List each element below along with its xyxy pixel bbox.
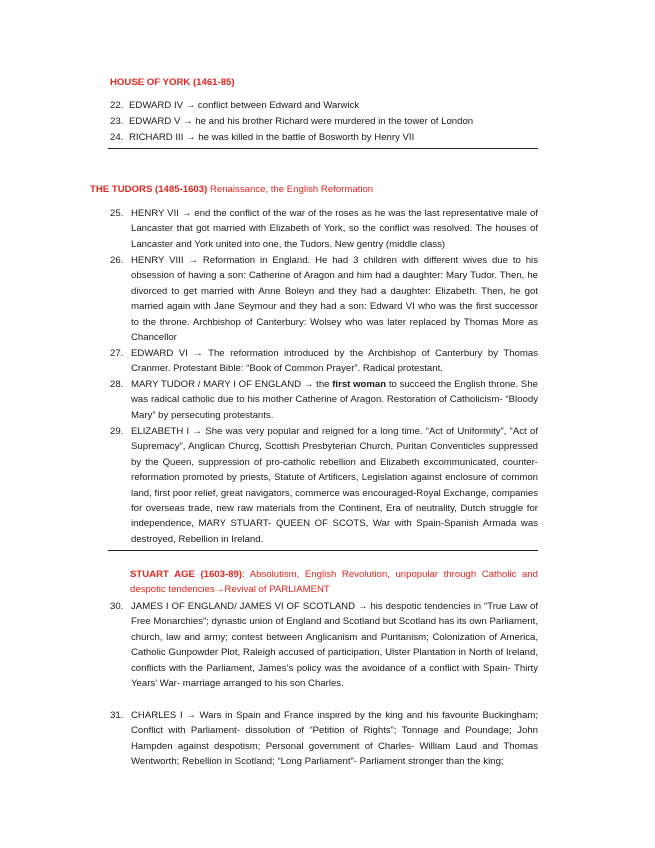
item-number: 31.	[110, 710, 124, 721]
item-number: 29.	[110, 426, 124, 437]
section-divider	[108, 148, 538, 149]
item-number: 30.	[110, 601, 124, 612]
item-number: 28.	[110, 379, 124, 390]
list-item	[110, 424, 538, 547]
list-item	[110, 708, 538, 770]
item-text: HENRY VIII → Reformation in England. He had 3 children with different wives due to his obsession of having a son: Catherine of Aragon and him had a daughter: Mary Tudor. Then, he divorced to get married with Anne Boleyn and they had a daughter: Elizabeth. Then, he got married again with Jane Seymour and they had a son: Edward VI who was the first successor to the throne. Archbishop of Canterbury: Wolsey who was later replaced by Thomas More as Chancellor	[131, 255, 538, 344]
item-text: MARY TUDOR / MARY I OF ENGLAND → the first woman to succeed the English throne. She was radical catholic due to his mother Catherine of Aragon. Restoration of Catholicism- “Bloody Mary” by persecuting protestants.	[131, 379, 538, 421]
item-text: ELIZABETH I → She was very popular and reigned for a long time. “Act of Uniformity”, “Act of Supremacy”, Anglican Churcg, Scottish Presbyterian Church, Puritan Conventicles suppressed by the Queen, suppression of pro-catholic rebellion and Elizabeth excommunicated, counter-reformation promoted by priests, Statute of Artificers, Legislation against enclosure of common land, first poor relief, great navigators, commerce was encouraged-Royal Exchange, companies for overseas trade, new raw materials from the Continent, Era of neutrality, Dutch struggle for independence, MARY STUART- QUEEN OF SCOTS, War with Spain-Spanish Armada was destroyed, Rebellion in Ireland.	[131, 426, 538, 545]
item-number: 24.	[110, 132, 124, 143]
section-divider	[108, 550, 538, 551]
item-text: EDWARD V → he and his brother Richard were murdered in the tower of London	[129, 116, 474, 127]
tudors-heading: THE TUDORS (1485-1603) Renaissance, the English Reformation	[90, 184, 374, 195]
emphasis-text: first woman	[332, 379, 387, 390]
list-item	[110, 377, 538, 423]
item-text: EDWARD VI → The reformation introduced by the Archbishop of Canterbury by Thomas Cranmer. Protestant Bible: “Book of Common Prayer”. Radical protestant.	[131, 348, 538, 375]
item-text: HENRY VII → end the conflict of the war of the roses as he was the last representative male of Lancaster that got married with Elizabeth of York, so the conflict was resolved. The houses of Lancaster and York united into one, the Tudors. New gentry (middle class)	[131, 208, 538, 250]
list-item	[110, 114, 540, 129]
list-item	[110, 130, 540, 145]
stuart-heading: STUART AGE (1603-89): Absolutism, English Revolution, unpopular through Catholic and despotic tendencies→Revival of PARLIAMENT	[130, 569, 538, 596]
list-item	[110, 599, 538, 691]
item-number: 22.	[110, 100, 124, 111]
item-text: RICHARD III → he was killed in the battle of Bosworth by Henry VII	[129, 132, 415, 143]
york-heading: HOUSE OF YORK (1461-85)	[110, 77, 235, 88]
item-number: 23.	[110, 116, 124, 127]
list-item	[110, 346, 538, 377]
item-text: EDWARD IV → conflict between Edward and Warwick	[129, 100, 360, 111]
item-number: 25.	[110, 208, 124, 219]
item-text: JAMES I OF ENGLAND/ JAMES VI OF SCOTLAND → his despotic tendencies in “True Law of Free Monarchies”; dynastic union of England and Scotland but Scotland has its own Parliament, church, law and army; contest between Anglicanism and Puritanism; Colonization of America, Catholic Gunpowder Plot, Raleigh accused of participation, Ulster Plantation in North of Ireland, conflicts with the Parliament, James’s policy was the avoidance of a conflict with Spain- Thirty Years’ War- marriage arranged to his son Charles.	[131, 601, 538, 690]
list-item	[110, 98, 540, 113]
list-item	[110, 206, 538, 252]
item-text: CHARLES I → Wars in Spain and France inspired by the king and his favourite Buckingham; Conflict with Parliament- dissolution of “Petition of Rights”; Tonnage and Poundage; John Hampden against despotism; Personal government of Charles- William Laud and Thomas Wentworth; Rebellion in Scotland; “Long Parliament”- Parliament stronger than the king;	[131, 710, 538, 768]
list-item	[110, 253, 538, 345]
item-number: 27.	[110, 348, 124, 359]
item-number: 26.	[110, 255, 124, 266]
